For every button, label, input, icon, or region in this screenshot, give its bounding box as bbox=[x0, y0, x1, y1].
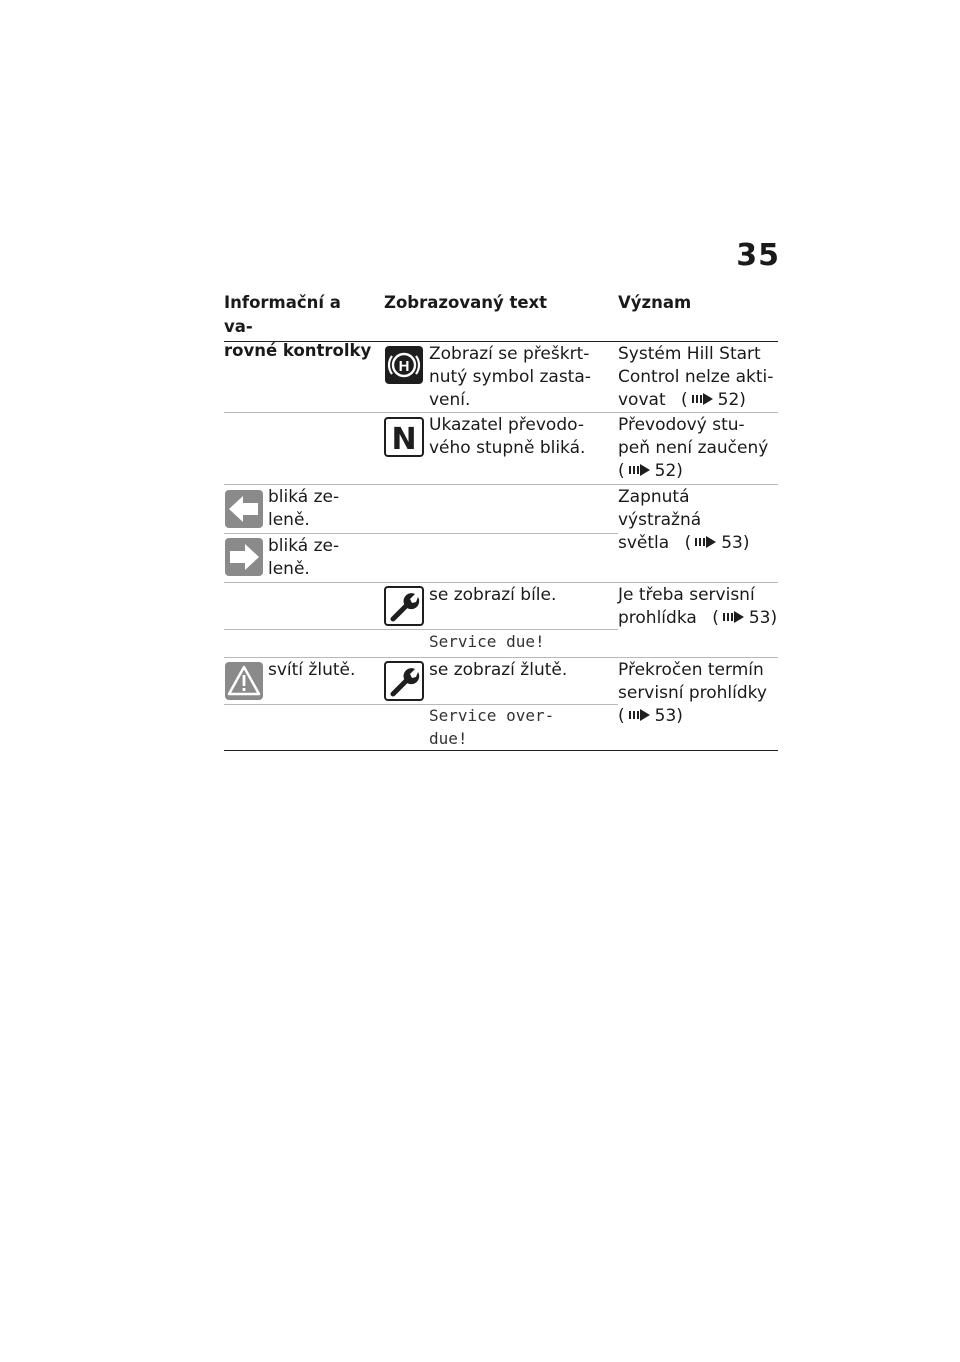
hill-start-meaning-text: Systém Hill Start Control nelze akti- vovat bbox=[618, 344, 774, 410]
gear-display-text: Ukazatel převodo- vého stupně bliká. bbox=[429, 415, 586, 458]
page-number: 35 bbox=[736, 238, 780, 273]
svg-text:N: N bbox=[391, 422, 417, 457]
row-rule bbox=[224, 412, 778, 413]
row-rule bbox=[224, 533, 618, 534]
header-indicator-lights: Informační a va- rovné kontrolky bbox=[224, 293, 372, 360]
warning-triangle-icon bbox=[224, 661, 264, 701]
ref-open-paren: ( bbox=[681, 390, 688, 410]
service-overdue-message: Service over- due! bbox=[429, 706, 555, 748]
turn-left-arrow-icon bbox=[224, 489, 264, 529]
service-due-display-text: se zobrazí bíle. bbox=[429, 585, 557, 605]
wrench-icon bbox=[384, 661, 424, 701]
hazard-page-ref[interactable]: 53) bbox=[721, 533, 750, 553]
hill-start-page-ref[interactable]: 52) bbox=[717, 390, 746, 410]
service-overdue-page-ref[interactable]: 53) bbox=[654, 706, 683, 726]
hill-start-hold-icon bbox=[384, 345, 424, 385]
service-overdue-display-text: se zobrazí žlutě. bbox=[429, 660, 568, 680]
service-due-message: Service due! bbox=[429, 632, 545, 651]
hazard-right-indicator-text: bliká ze- leně. bbox=[268, 536, 340, 579]
ref-open-paren: ( bbox=[618, 706, 625, 726]
row-rule bbox=[224, 582, 778, 583]
service-overdue-meaning bbox=[618, 659, 778, 728]
page-reference-arrow-icon[interactable] bbox=[695, 533, 717, 547]
service-due-page-ref[interactable]: 53) bbox=[748, 608, 778, 628]
service-due-meaning-text: Je třeba servisní prohlídka bbox=[618, 585, 755, 628]
gear-meaning bbox=[618, 414, 778, 483]
svg-text:H: H bbox=[398, 358, 410, 375]
gear-meaning-text: Převodový stu- peň není zaučený bbox=[618, 415, 769, 458]
turn-right-arrow-icon bbox=[224, 537, 264, 577]
header-meaning: Význam bbox=[618, 293, 692, 312]
page-reference-arrow-icon[interactable] bbox=[723, 608, 745, 622]
table-bottom-rule bbox=[224, 750, 778, 751]
hazard-left-indicator-text: bliká ze- leně. bbox=[268, 487, 340, 530]
service-due-meaning bbox=[618, 584, 778, 630]
row-rule bbox=[224, 484, 778, 485]
page-reference-arrow-icon[interactable] bbox=[692, 390, 714, 404]
service-overdue-indicator-text: svítí žlutě. bbox=[268, 660, 356, 680]
ref-open-paren: ( bbox=[684, 533, 692, 553]
ref-open-paren: ( bbox=[712, 608, 719, 628]
hazard-meaning bbox=[618, 486, 778, 555]
header-displayed-text: Zobrazovaný text bbox=[384, 293, 548, 312]
gear-page-ref[interactable]: 52) bbox=[654, 461, 683, 481]
service-overdue-meaning-text: Překročen termín servisní prohlídky bbox=[618, 660, 767, 703]
hill-start-display-text: Zobrazí se přeškrt- nutý symbol zasta- vení. bbox=[429, 344, 591, 410]
row-rule bbox=[224, 657, 778, 658]
page-reference-arrow-icon[interactable] bbox=[629, 706, 651, 720]
wrench-icon bbox=[384, 586, 424, 626]
table-header-rule bbox=[224, 341, 778, 342]
page-reference-arrow-icon[interactable] bbox=[629, 461, 651, 475]
hill-start-meaning bbox=[618, 343, 778, 412]
ref-open-paren: ( bbox=[618, 461, 625, 481]
hazard-meaning-text: Zapnutá výstražná světla bbox=[618, 487, 702, 553]
neutral-gear-icon bbox=[384, 417, 424, 457]
